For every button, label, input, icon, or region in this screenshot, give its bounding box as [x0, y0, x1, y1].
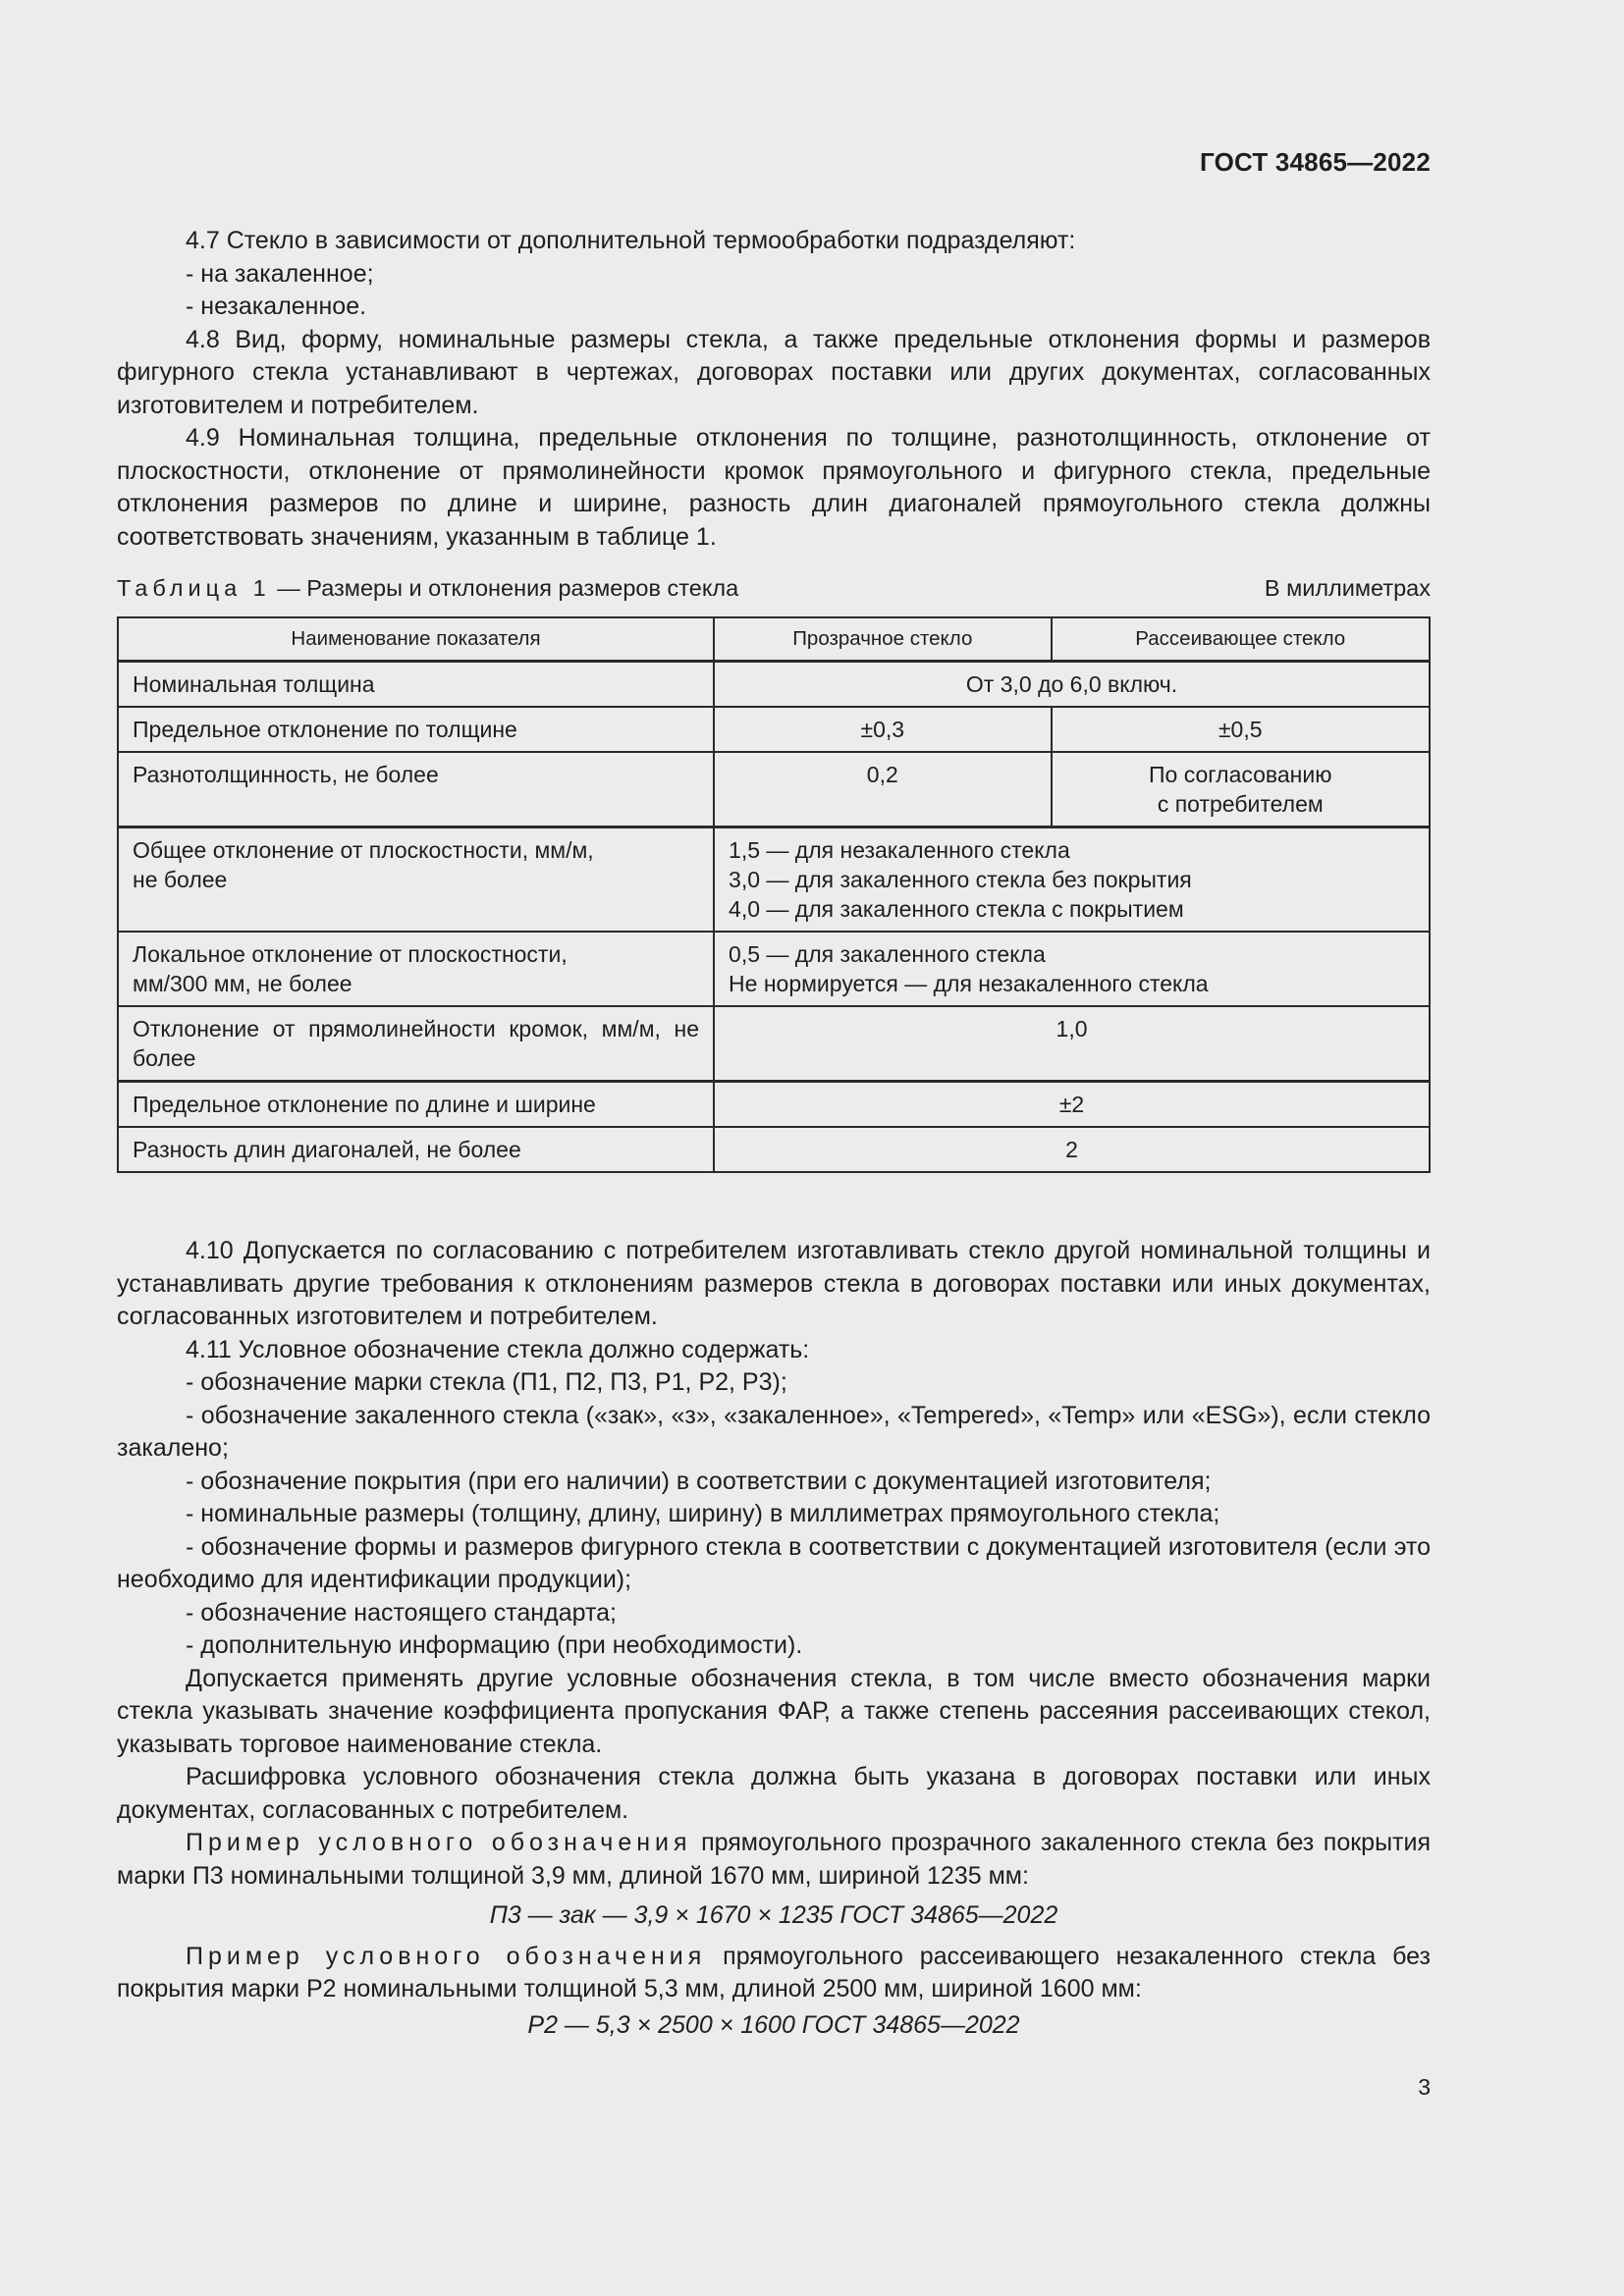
header-clear-glass: Прозрачное стекло: [714, 617, 1051, 662]
paragraph-4-9: 4.9 Номинальная толщина, предельные отклонения по толщине, разнотолщинность, отклонение от плоскостности, отклонение от прямолинейности кромок прямоугольного и фигурного стекла, предельные отклонения размеров по длине и ширине, разность длин диагоналей прямоугольного стекла должны соответствовать значениям, указанным в таблице 1.: [117, 424, 1431, 551]
row-value-diffuse: [1052, 752, 1431, 828]
row-value: [714, 828, 1430, 933]
paragraph-4-10: 4.10 Допускается по согласованию с потребителем изготавливать стекло другой номинальной толщины и устанавливать другие требования к отклонениям размеров стекла в договорах поставки или иных документах, согласованных изготовителем и потребителем.: [117, 1237, 1431, 1330]
list-item: - обозначение покрытия (при его наличии) в соответствии с документацией изготовителя;: [186, 1467, 1212, 1495]
cell-line: 3,0 — для закаленного стекла без покрытия: [729, 867, 1192, 892]
table-row: [118, 752, 1430, 828]
row-value-clear: 0,2: [714, 752, 1051, 828]
cell-line: с потребителем: [1157, 791, 1324, 817]
row-value: От 3,0 до 6,0 включ.: [714, 662, 1430, 708]
table-row: [118, 1006, 1430, 1082]
example-label: Пример условного обозначения: [186, 1829, 692, 1856]
table-title: [117, 575, 738, 602]
paragraph-other-designations: Допускается применять другие условные обозначения стекла, в том числе вместо обозначения марки стекла указывать значение коэффициента пропускания ФАР, а также степень рассеяния рассеивающих стекол, указывать торговое наименование стекла.: [117, 1664, 1431, 1758]
row-name: Предельное отклонение по длине и ширине: [118, 1082, 714, 1128]
cell-line: 1,5 — для незакаленного стекла: [729, 837, 1070, 863]
row-value: 2: [714, 1127, 1430, 1172]
cell-line: По согласованию: [1149, 762, 1332, 787]
paragraph-4-8: 4.8 Вид, форму, номинальные размеры стекла, а также предельные отклонения формы и размеров фигурного стекла устанавливают в чертежах, договорах поставки или других документах, согласованных изготовителем и потребителем.: [117, 325, 1431, 419]
document-header: ГОСТ 34865—2022: [1200, 147, 1431, 177]
list-item: - обозначение настоящего стандарта;: [186, 1598, 617, 1627]
table-row: [118, 1127, 1430, 1172]
example-text: прямоугольного прозрачного закаленного стекла без покрытия марки П3 номинальными толщиной 3,9 мм, длиной 1670 мм, шириной 1235 мм:: [117, 1829, 1431, 1890]
table-label: Таблица 1: [117, 575, 271, 601]
cell-line: 0,5 — для закаленного стекла: [729, 941, 1046, 967]
example-text: прямоугольного рассеивающего незакаленного стекла без покрытия марки Р2 номинальными толщиной 5,3 мм, длиной 2500 мм, шириной 1600 мм:: [117, 1942, 1431, 2002]
row-name: Отклонение от прямолинейности кромок, мм/м, не более: [118, 1006, 714, 1082]
example-1-formula: П3 — зак — 3,9 × 1670 × 1235 ГОСТ 34865—2022: [489, 1901, 1058, 1929]
table-row: [118, 828, 1430, 933]
row-name: [118, 828, 714, 933]
table-header-row: [118, 617, 1430, 662]
row-value: ±2: [714, 1082, 1430, 1128]
top-section: [117, 225, 1431, 554]
cell-line: 4,0 — для закаленного стекла с покрытием: [729, 896, 1184, 922]
header-indicator: Наименование показателя: [118, 617, 714, 662]
list-item: - дополнительную информацию (при необходимости).: [186, 1631, 803, 1659]
row-name: Разность длин диагоналей, не более: [118, 1127, 714, 1172]
table-row: [118, 662, 1430, 708]
cell-line: Локальное отклонение от плоскостности,: [133, 941, 568, 967]
row-value: 1,0: [714, 1006, 1430, 1082]
cell-line: не более: [133, 867, 228, 892]
example-1: [117, 1827, 1431, 1893]
row-value: [714, 932, 1430, 1006]
row-value-clear: ±0,3: [714, 707, 1051, 752]
row-value-diffuse: ±0,5: [1052, 707, 1431, 752]
list-item-untempered: - незакаленное.: [186, 293, 367, 320]
page-number: 3: [1418, 2074, 1431, 2100]
cell-line: Не нормируется — для незакаленного стекла: [729, 971, 1209, 996]
example-2: [117, 1941, 1431, 2006]
row-name: [118, 932, 714, 1006]
list-item: - обозначение закаленного стекла («зак», «з», «закаленное», «Tempered», «Temp» или «ESG»), если стекло закалено;: [117, 1401, 1431, 1462]
cell-line: Общее отклонение от плоскостности, мм/м,: [133, 837, 594, 863]
table-row: [118, 707, 1430, 752]
table-caption-text: — Размеры и отклонения размеров стекла: [270, 575, 739, 601]
table-caption: [117, 575, 1431, 602]
table-row: [118, 1082, 1430, 1128]
list-item: - обозначение марки стекла (П1, П2, П3, Р1, Р2, Р3);: [186, 1368, 787, 1396]
table-units: В миллиметрах: [1264, 575, 1431, 601]
paragraph-4-11: 4.11 Условное обозначение стекла должно содержать:: [186, 1335, 810, 1363]
paragraph-4-7: 4.7 Стекло в зависимости от дополнительной термообработки подразделяют:: [186, 227, 1076, 254]
list-item-tempered: - на закаленное;: [186, 259, 374, 288]
list-item: - обозначение формы и размеров фигурного стекла в соответствии с документацией изготовителя (если это необходимо для идентификации продукции);: [117, 1532, 1431, 1593]
example-label: Пример условного обозначения: [186, 1942, 707, 1970]
dimensions-table: [117, 616, 1431, 1173]
row-name: Номинальная толщина: [118, 662, 714, 708]
table-row: [118, 932, 1430, 1006]
cell-line: мм/300 мм, не более: [133, 971, 352, 996]
bottom-section: [117, 1235, 1431, 2042]
row-name: Предельное отклонение по толщине: [118, 707, 714, 752]
example-2-formula: Р2 — 5,3 × 2500 × 1600 ГОСТ 34865—2022: [527, 2010, 1020, 2039]
row-name: Разнотолщинность, не более: [118, 752, 714, 828]
paragraph-decoding: Расшифровка условного обозначения стекла должна быть указана в договорах поставки или иных документах, согласованных с потребителем.: [117, 1763, 1431, 1824]
header-diffuse-glass: Рассеивающее стекло: [1052, 617, 1431, 662]
list-item: - номинальные размеры (толщину, длину, ширину) в миллиметрах прямоугольного стекла;: [186, 1500, 1220, 1527]
